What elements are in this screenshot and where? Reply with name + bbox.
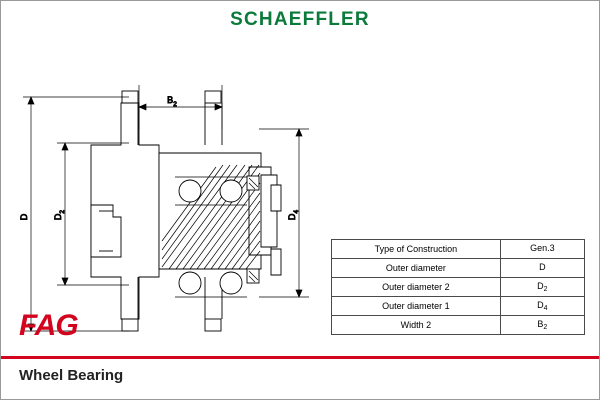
product-title: Wheel Bearing xyxy=(19,367,124,384)
spec-value xyxy=(500,316,584,335)
spec-value xyxy=(500,278,584,297)
spec-value-sub: 4 xyxy=(543,305,548,312)
svg-text:D xyxy=(19,213,29,220)
dim-d4-label: D xyxy=(287,213,297,221)
table-row xyxy=(332,297,585,316)
spec-value-main: Gen.3 xyxy=(530,243,555,253)
spec-value xyxy=(500,259,584,278)
svg-text:D2 xyxy=(53,210,66,221)
dim-b2-sub: 2 xyxy=(173,101,177,108)
dim-d2-sub: 2 xyxy=(59,209,66,214)
specification-table xyxy=(331,239,585,335)
table-row xyxy=(332,259,585,278)
spec-value-main: B xyxy=(537,319,544,329)
table-row xyxy=(332,278,585,297)
table-row xyxy=(332,316,585,335)
spec-label: Outer diameter xyxy=(332,259,501,278)
spec-value-sub: 2 xyxy=(543,286,548,293)
spec-label: Width 2 xyxy=(332,316,501,335)
spec-value-main: D xyxy=(537,281,544,291)
spec-label: Outer diameter 2 xyxy=(332,278,501,297)
dim-b2-label: B xyxy=(167,95,174,105)
footer-divider xyxy=(1,356,599,359)
spec-value-main: D xyxy=(539,262,546,272)
bearing-technical-drawing xyxy=(9,45,329,335)
spec-label: Type of Construction xyxy=(332,240,501,259)
spec-value-sub: 2 xyxy=(543,324,548,331)
svg-text:D4 xyxy=(287,210,300,221)
dim-d-label: D xyxy=(19,213,29,221)
svg-text:B2 xyxy=(167,95,177,108)
dim-d4-sub: 4 xyxy=(293,209,300,214)
spec-value xyxy=(500,240,584,259)
spec-label: Outer diameter 1 xyxy=(332,297,501,316)
dim-d2-label: D xyxy=(53,213,63,221)
table-row xyxy=(332,240,585,259)
schaeffler-brand-title: SCHAEFFLER xyxy=(230,9,370,30)
fag-logo: FAG xyxy=(19,309,78,342)
spec-value-main: D xyxy=(537,300,544,310)
spec-value xyxy=(500,297,584,316)
